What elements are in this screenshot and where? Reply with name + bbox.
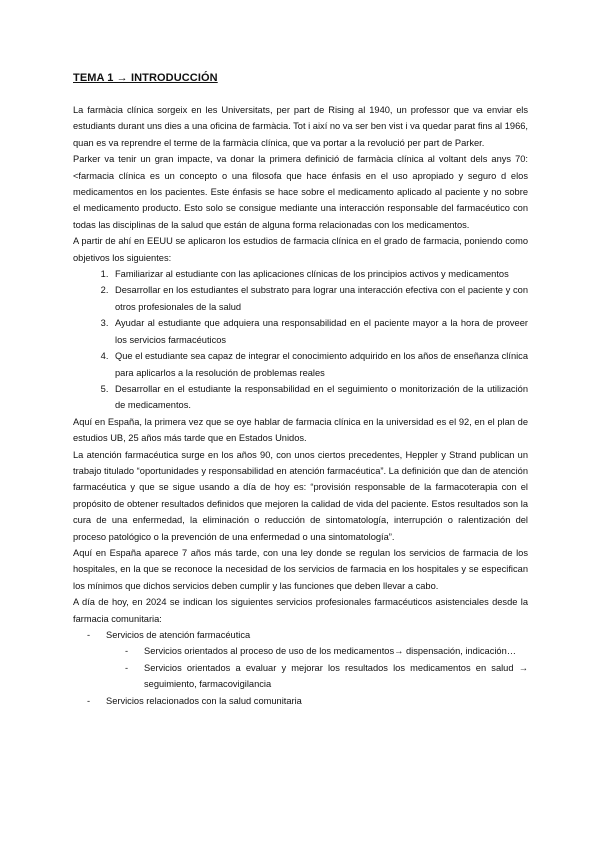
services-list [73, 627, 528, 709]
page-title: TEMA 1 → INTRODUCCIÓN [73, 72, 218, 84]
paragraph-origin: La farmàcia clínica sorgeix en les Universitats, per part de Rising al 1940, un professor que va enviar els estudiants durant uns dies a una oficina de farmàcia. Tot i així no va ser ben vist i va quedar parat fins al 1966, quan es va reprendre el terme de la farmàcia clínica, que va portar a la revolució per part de Parker. [73, 105, 528, 148]
list-item: 1. Familiarizar al estudiante con las aplicaciones clínicas de los principios activos y medicamentos [111, 266, 528, 282]
list-item: 5. Desarrollar en el estudiante la responsabilidad en el seguimiento o monitorización de la utilización de medicamentos. [111, 381, 528, 414]
paragraph-spain: Aquí en España, la primera vez que se oye hablar de farmacia clínica en la universidad es el 92, en el plan de estudios UB, 25 años más tarde que en Estados Unidos. [73, 416, 528, 444]
paragraph-eeuu: A partir de ahí en EEUU se aplicaron los estudios de farmacia clínica en el grado de farmacia, poniendo como objetivos los siguientes: [73, 236, 528, 263]
list-item: - Servicios orientados al proceso de uso de los medicamentos→ dispensación, indicación… [106, 643, 528, 659]
paragraph-2024: A día de hoy, en 2024 se indican los siguientes servicios profesionales farmacéuticos asistenciales desde la farmacia comunitaria: [73, 597, 528, 624]
objectives-list [73, 266, 528, 414]
list-item: 3. Ayudar al estudiante que adquiera una responsabilidad en el paciente mayor a la hora de proveer los servicios farmacéuticos [111, 315, 528, 348]
services-sublist [106, 643, 528, 692]
list-item: - Servicios relacionados con la salud comunitaria [73, 693, 528, 709]
list-item [73, 627, 528, 693]
list-item: 2. Desarrollar en los estudiantes el substrato para lograr una interacción efectiva con el paciente y con otros profesionales de la salud [111, 282, 528, 315]
list-item: 4. Que el estudiante sea capaz de integrar el conocimiento adquirido en los años de enseñanza clínica para aplicarlos a la resolución de problemas reales [111, 348, 528, 381]
service-label: Servicios de atención farmacéutica [106, 630, 251, 640]
paragraph-parker: Parker va tenir un gran impacte, va donar la primera definició de farmàcia clínica al voltant dels anys 70: <farmacia clínica es un concepto o una filosofa que hace énfasis en el uso apropiado y seguro d elos medicamentos en los pacientes. Este énfasis se hace sobre el medicamento aplicado al paciente y no sobre el medicamento producto. Esto solo se consigue mediante una interacción responsable del farmacéutico con todas las disciplinas de la salud que están de alguna forma relacionadas con los medicamentos. [73, 154, 528, 230]
paragraph-hospitales: Aquí en España aparece 7 años más tarde, con una ley donde se regulan los servicios de farmacia de los hospitales, en la que se reconoce la necesidad de los servicios de farmacia en los hospitales y se especifican los mínimos que dichos servicios deben cumplir y las funciones que deben llevar a cabo. [73, 547, 528, 591]
list-item: - Servicios orientados a evaluar y mejorar los resultados los medicamentos en salud → seguimiento, farmacovigilancia [106, 660, 528, 693]
paragraph-atencion: La atención farmacéutica surge en los años 90, con unos ciertos precedentes, Heppler y Strand publican un trabajo titulado “oportunidades y responsabilidad en atención farmacéutica”. La definición que dan de atención farmacéutica y que se sigue usando a día de hoy es: “provisión responsable de la farmacoterapia con el propósito de obtener resultados definidos que mejoren la calidad de vida del paciente. Estos resultados son la cura de una enfermedad, la eliminación o reducción de sintomatología, interrupción o ralentización del proceso patológico o la prevención de una enfermedad o una sintomatología”. [73, 449, 528, 542]
document-page [73, 72, 528, 709]
